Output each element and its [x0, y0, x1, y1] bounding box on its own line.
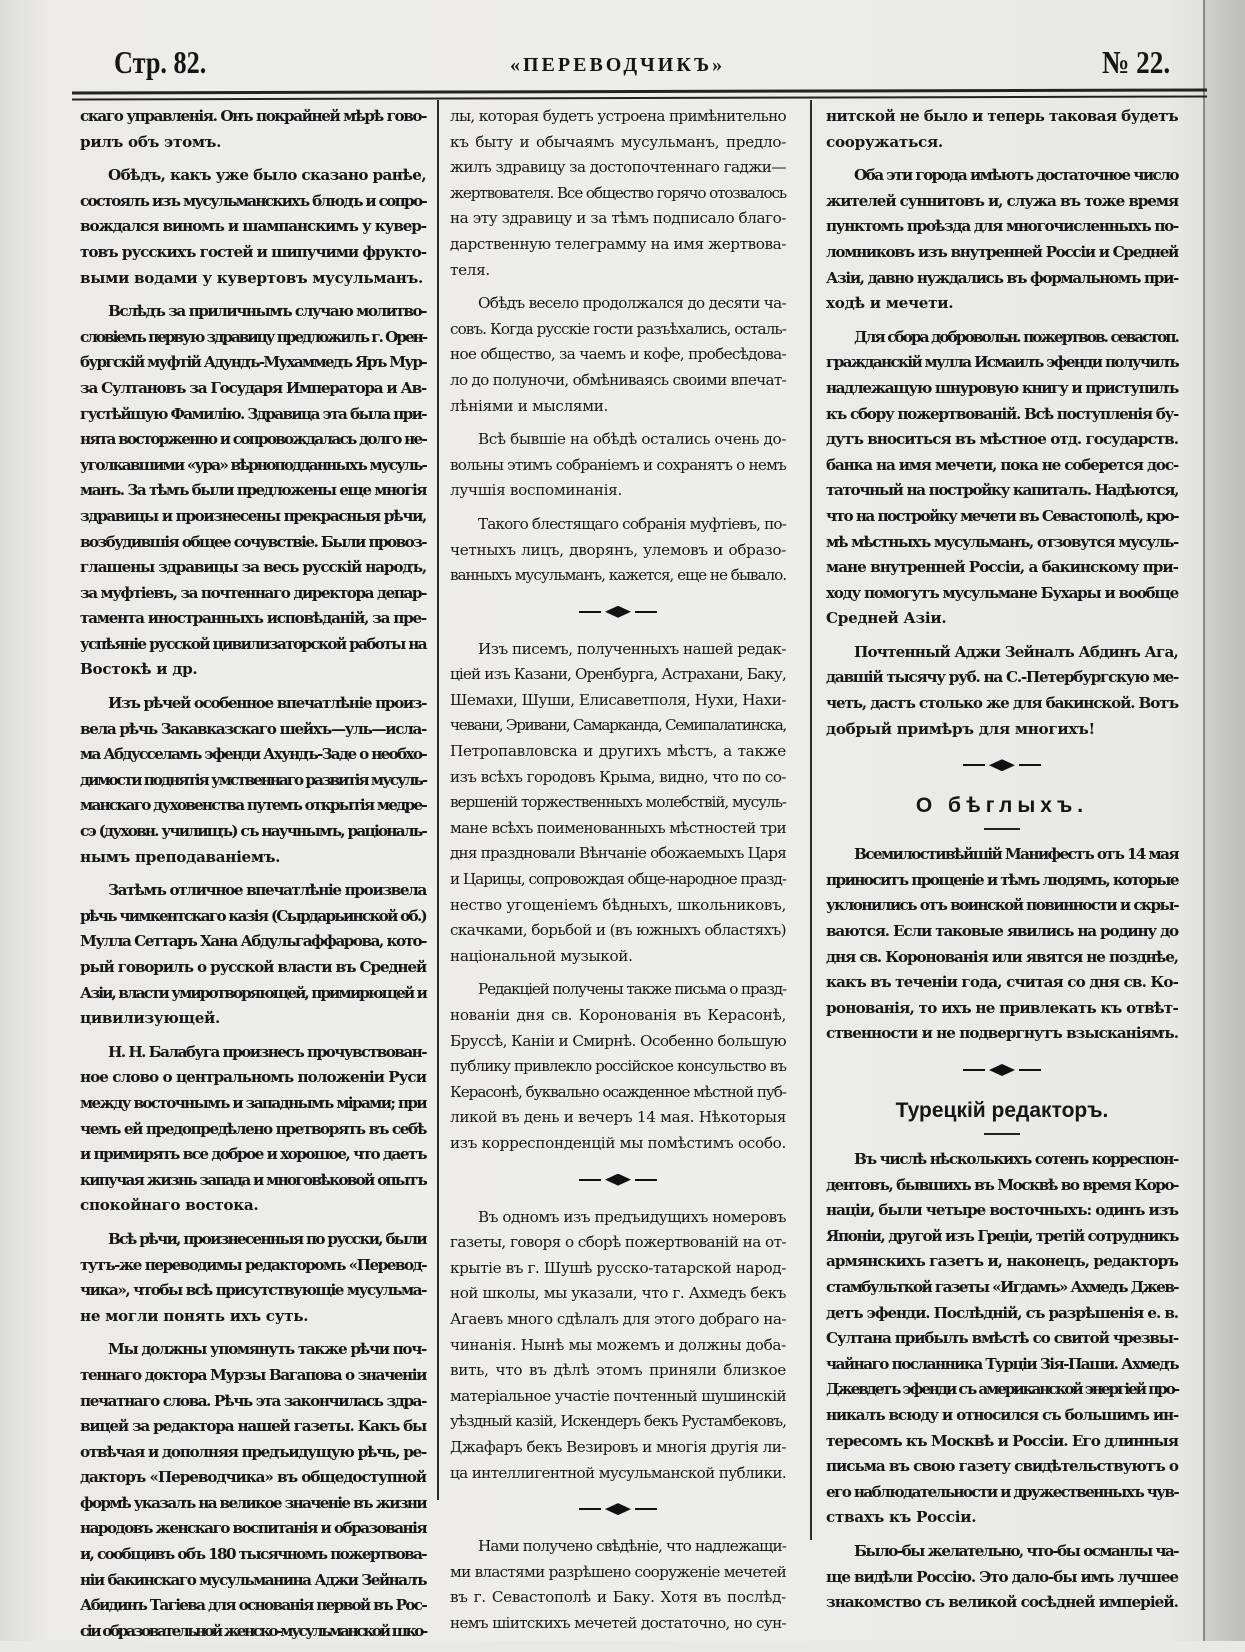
text-line: Въ числѣ нѣсколькихъ сотенъ корреспон-: [854, 1150, 1178, 1168]
text-line: изъ корреспонденцій мы помѣстимъ особо.: [450, 1133, 786, 1152]
ornament-dash: [635, 1508, 657, 1510]
article-paragraph: [826, 842, 1178, 1047]
text-line: нество угощеніемъ бѣдныхъ, школьниковъ,: [450, 895, 786, 914]
text-line: дентовъ, бывшихъ въ Москвѣ во время Коро-: [826, 1175, 1178, 1194]
text-line: рѣчь чимкентскаго казія (Сырдарьинской об.): [80, 906, 426, 925]
text-line: нымъ преподаваніемъ.: [80, 847, 281, 866]
column-1: [80, 104, 426, 1652]
text-line: мане внутренней Россіи, а бакинскому при-: [826, 558, 1178, 577]
text-line: армянскихъ газетъ и, наконецъ, редакторъ: [826, 1252, 1178, 1271]
text-line: жертвователя. Все общество горячо отозвалось: [450, 183, 786, 202]
text-line: банка на имя мечети, пока не соберется дос-: [826, 455, 1178, 474]
article-paragraph: [80, 1227, 426, 1329]
text-line: не могли понять ихъ суть.: [80, 1306, 309, 1325]
text-line: манъ. За тѣмъ были предложены еще многія: [80, 481, 426, 500]
ornament-dash: [1019, 764, 1041, 766]
text-line: чемъ ей предопредѣлено претворять въ себѣ: [80, 1119, 426, 1138]
text-line: ма Абдусселамъ эфенди Ахундъ-Заде о необхо-: [80, 745, 426, 764]
text-line: ло до полуночи, обмѣниваясь своими впечат-: [450, 370, 786, 389]
diamond-icon: [605, 1174, 631, 1186]
text-line: и Царицы, сопровождая обще-народное празд-: [450, 870, 786, 889]
text-line: Султана прибылъ вмѣстѣ со свитой чрезвы-: [826, 1329, 1178, 1348]
text-line: Оба эти города имѣютъ достаточное число: [854, 166, 1178, 185]
text-line: къ быту и обычаямъ мусульманъ, предло-: [450, 132, 786, 151]
section-ornament: [450, 597, 786, 627]
text-line: вела рѣчь Закавказскаго шейхъ—уль—исла-: [80, 719, 426, 738]
article-paragraph: [80, 691, 426, 870]
text-line: давшій тысячу руб. на С.-Петербургскую ме-: [826, 668, 1178, 687]
text-line: Азіи, власти умиротворяющей, примирющей и: [80, 983, 426, 1002]
text-line: состоялъ изъ мусульманскихъ блюдъ и сопро-: [80, 191, 426, 210]
article-paragraph: [450, 291, 786, 419]
article-paragraph: [826, 325, 1178, 632]
section-heading: Турецкій редакторъ.: [895, 1099, 1109, 1122]
text-line: нованіи дня св. Коронованія въ Керасонѣ,: [450, 1006, 786, 1024]
text-line: Затѣмъ отличное впечатлѣніе произвела: [108, 881, 426, 900]
text-line: Шемахи, Шуши, Елисаветполя, Нухи, Нахи-: [450, 690, 786, 709]
text-line: успѣяніе русской цивилизаторской работы на: [80, 634, 426, 653]
text-line: ной школы, мы указали, что г. Ахмедъ бекъ: [450, 1284, 786, 1303]
text-line: бургскій муфтій Адундъ-Мухаммедъ Яръ Мур-: [80, 353, 426, 372]
article-paragraph: [450, 1534, 786, 1636]
section-ornament: [826, 750, 1178, 780]
text-line: четь, дастъ столько же для бакинской. Вотъ: [826, 694, 1178, 713]
text-line: національной музыкой.: [450, 946, 633, 965]
text-line: ца интеллигентной мусульманской публики.: [450, 1463, 786, 1482]
text-line: Н. Н. Балабуга произнесъ прочувствован-: [108, 1042, 426, 1061]
article-paragraph: [826, 1147, 1178, 1531]
text-line: Средней Азіи.: [826, 609, 947, 628]
text-line: къ сбору пожертвованій. Всѣ поступленія бу-: [826, 404, 1178, 423]
text-line: Джафаръ бекъ Везировъ и многія другія ли-: [450, 1437, 786, 1456]
text-line: и примирять все доброе и хорошое, что даетъ: [80, 1145, 426, 1164]
section-ornament: [450, 1494, 786, 1524]
text-line: совъ. Когда русскіе гости разъѣхались, осталь-: [450, 319, 786, 338]
text-line: возбудившія общее сочувствіе. Были провоз-: [80, 532, 426, 551]
text-line: уѣздный казій, Искендеръ бекъ Рустамбековъ,: [450, 1412, 786, 1431]
page-number: Стр. 82.: [114, 44, 207, 80]
text-line: матеріальное участіе почтенный шушинскій: [450, 1386, 786, 1405]
text-line: ственности и не подвергнутъ взысканіямъ.: [826, 1024, 1178, 1043]
text-line: между восточнымъ и западнымъ мірами; при: [80, 1093, 426, 1112]
text-line: глашены здравицы за весь русскій народъ,: [80, 558, 426, 577]
text-line: мане всѣхъ поименованныхъ мѣстностей три: [450, 818, 786, 837]
section-heading: О бѣглыхъ.: [915, 794, 1089, 818]
text-line: Петропавловска и другихъ мѣстъ, а также: [450, 742, 786, 761]
text-line: чевани, Эривани, Самарканда, Семипалатинска,: [450, 716, 786, 735]
text-line: тересомъ къ Москвѣ и Россіи. Его длинныя: [826, 1431, 1178, 1450]
text-line: димости поднятія умственнаго развитія мусуль-: [80, 770, 426, 789]
text-line: кипучая жизнь запада и многовѣковой опытъ: [80, 1170, 426, 1189]
text-line: нитской не было и теперь таковая будетъ: [826, 107, 1178, 125]
text-line: манскаго духовенства путемъ открытія медре-: [80, 796, 426, 815]
text-line: вершеній торжественныхъ молебствій, мусуль-: [450, 793, 786, 812]
text-line: на эту здравицу и за тѣмъ подписало благо-: [450, 209, 786, 228]
text-line: крытіе въ г. Шушѣ русско-татарской народ-: [450, 1258, 786, 1277]
text-line: письма въ свою газету свидѣтельствуютъ о: [826, 1457, 1178, 1476]
text-line: гражданскій мулла Исмаилъ эфенди получилъ: [826, 353, 1178, 372]
article-paragraph: [450, 637, 786, 970]
text-line: скаго управленія. Онъ покрайней мѣрѣ гово-: [80, 107, 426, 125]
text-line: ціей изъ Казани, Оренбурга, Астрахани, Баку,: [450, 665, 786, 684]
article-paragraph: [80, 104, 426, 155]
text-line: дня праздновали Вѣнчаніе обожаемыхъ Царя: [450, 844, 786, 863]
article-paragraph: [826, 163, 1178, 317]
text-line: рый говорилъ о русской власти въ Средней: [80, 958, 426, 976]
text-line: дакторъ «Переводчика» въ общедоступной: [80, 1468, 426, 1487]
section-ornament: [450, 1165, 786, 1195]
article-paragraph: [826, 1539, 1178, 1616]
newspaper-title: «ПЕРЕВОДЧИКЪ»: [510, 54, 726, 76]
column-divider: [437, 100, 439, 1500]
text-line: что на постройку мечети въ Севастополѣ, кро-: [826, 506, 1178, 525]
article-paragraph: [450, 1205, 786, 1487]
text-line: тамента иностранныхъ исповѣданій, за пре-: [80, 609, 426, 628]
text-line: Почтенный Аджи Зейналъ Абдинъ Ага,: [854, 642, 1178, 661]
text-line: нята восторженно и сопровождалась долго не-: [80, 430, 426, 449]
text-line: Вслѣдъ за приличнымъ случаю молитво-: [108, 302, 426, 321]
text-line: теннаго доктора Мурзы Вагапова о значеніи: [80, 1365, 426, 1384]
text-line: стамбульткой газеты «Игдамъ» Ахмедъ Джев-: [826, 1277, 1178, 1296]
text-line: уклонились отъ воинской повинности и скры-: [826, 896, 1178, 915]
text-line: народовъ женскаго воспитанія и образованія: [80, 1519, 426, 1538]
ornament-dash: [579, 1508, 601, 1510]
text-line: ликой въ день и вечеръ 14 мая. Нѣкоторыя: [450, 1108, 786, 1127]
ornament-dash: [579, 1179, 601, 1181]
text-line: Обѣдъ весело продолжался до десяти ча-: [478, 294, 786, 313]
article-paragraph: [80, 163, 426, 291]
text-line: Джевдетъ эфенди съ американской энергіей про-: [826, 1380, 1178, 1399]
text-line: Такого блестящаго собранія муфтіевъ, по-: [478, 514, 786, 533]
diamond-icon: [605, 606, 631, 618]
page-edge-shadow: [1205, 0, 1245, 1641]
text-line: теля.: [450, 260, 490, 279]
text-line: публику привлекло россійское консульство въ: [450, 1057, 786, 1076]
text-line: за муфтіевъ, за почтеннаго директора депар-: [80, 583, 426, 602]
text-line: густѣйшую Фамилію. Здравица эта была при-: [80, 404, 426, 423]
diamond-icon: [605, 1503, 631, 1515]
text-line: печатнаго слова. Рѣчь эта закончилась здра-: [80, 1391, 426, 1410]
article-paragraph: [450, 104, 786, 283]
text-line: ходѣ и мечети.: [826, 294, 954, 313]
text-line: формѣ указалъ на великое значеніе въ жизни: [80, 1493, 426, 1512]
text-line: выми водами у кувертовъ мусульманъ.: [80, 268, 423, 287]
text-line: ванныхъ мусульманъ, кажется, еще не бывало.: [450, 566, 786, 585]
ornament-dash: [635, 1179, 657, 1181]
text-line: Для сбора добровольн. пожертвов. севастоп.: [854, 327, 1178, 346]
text-line: спокойнаго востока.: [80, 1196, 259, 1215]
ornament-dash: [635, 611, 657, 613]
section-ornament: [826, 1055, 1178, 1085]
text-line: лы, которая будетъ устроена примѣнительно: [450, 107, 786, 125]
text-line: цивилизующей.: [80, 1009, 221, 1028]
text-line: ствахъ къ Россіи.: [826, 1508, 977, 1527]
text-line: товъ русскихъ гостей и шипучими фрукто-: [80, 242, 426, 261]
text-line: чика», чтобы всѣ присутствующіе мусульма-: [80, 1281, 426, 1300]
text-line: Всѣ рѣчи, произнесенныя по русски, были: [108, 1229, 426, 1248]
article-paragraph: [450, 977, 786, 1156]
text-line: Всѣ бывшіе на обѣдѣ остались очень до-: [478, 430, 786, 449]
text-line: ходу помогутъ мусульмане Бухары и вообще: [826, 583, 1178, 602]
ornament-dash: [579, 611, 601, 613]
text-line: ное слово о центральномъ положеніи Руси: [80, 1068, 426, 1087]
text-line: изъ всѣхъ городовъ Крыма, видно, что по со-: [450, 767, 786, 786]
heading-underline: [984, 828, 1020, 830]
text-line: чайнаго посланника Турціи Зія-Паши. Ахмедъ: [826, 1354, 1178, 1373]
text-line: сооружаться.: [826, 132, 943, 151]
text-line: вицей за редактора нашей газеты. Какъ бы: [80, 1417, 426, 1436]
text-line: ще видѣли Россію. Это дало-бы имъ лучшее: [826, 1567, 1178, 1586]
text-line: за Султановъ за Государя Императора и Ав-: [80, 378, 426, 397]
text-line: Абидинъ Тагіева для основанія первой въ Рос-: [80, 1596, 426, 1615]
text-line: Востокѣ и др.: [80, 660, 198, 679]
text-line: какъ въ теченіи года, считая со дня св. Ко-: [826, 973, 1178, 992]
text-line: Агаевъ много сдѣлалъ для этого добраго на-: [450, 1309, 786, 1328]
text-line: лучшія воспоминанія.: [450, 481, 622, 500]
text-line: Мулла Сеттаръ Хана Абдульгаффарова, кото-: [80, 932, 426, 951]
text-line: жилъ здравицу за достопочтеннаго гаджи—: [450, 158, 786, 177]
text-line: и, сообщивъ объ 180 тысячномъ пожертвова-: [80, 1545, 426, 1564]
article-paragraph: [826, 640, 1178, 742]
page-header: [70, 44, 1200, 84]
text-line: уголкавшими «ура» вѣрноподданныхъ мусуль-: [80, 455, 426, 474]
text-line: ми властями разрѣшено сооруженіе мечетей: [450, 1562, 786, 1581]
page-edge-line: [1203, 0, 1205, 1641]
text-line: ронованія, то ихъ не привлекать къ отвѣт-: [826, 998, 1178, 1017]
text-line: мѣ мѣстныхъ мусульманъ, отзовутся мусуль-: [826, 532, 1178, 551]
text-line: дня св. Коронованія или явятся не позднѣе,: [826, 947, 1178, 966]
ornament-dash: [1019, 1069, 1041, 1071]
text-line: рилъ объ этомъ.: [80, 132, 222, 151]
text-line: дутъ вноситься въ мѣстное отд. государств.: [826, 430, 1178, 449]
text-line: націи, были четыре восточныхъ: одинъ изъ: [826, 1201, 1178, 1220]
text-line: добрый примѣръ для многихъ!: [826, 719, 1095, 738]
text-line: вить, что въ дѣлѣ этомъ приняли близкое: [450, 1361, 786, 1380]
text-line: его наблюдательности и дружественныхъ чув-: [826, 1482, 1178, 1501]
column-3: [826, 104, 1178, 1624]
text-line: знакомство съ великой сосѣдней имперіей.: [826, 1593, 1178, 1612]
column-2: [450, 104, 786, 1644]
diamond-icon: [989, 1064, 1015, 1076]
text-line: ніи бакинскаго мусульманина Аджи Зейналъ: [80, 1570, 426, 1589]
article-paragraph: [450, 427, 786, 504]
text-line: немъ шіитскихъ мечетей достаточно, но сун-: [450, 1613, 786, 1632]
text-line: здравицы и произнесены прекрасныя рѣчи,: [80, 506, 426, 525]
text-line: таточный на постройку капиталъ. Надѣются,: [826, 481, 1178, 500]
text-line: ломниковъ изъ внутренней Россіи и Средней: [826, 242, 1178, 261]
text-line: Азіи, давно нуждались въ формальномъ при-: [826, 268, 1178, 287]
text-line: Мы должны упомянуть также рѣчи поч-: [108, 1340, 426, 1359]
text-line: жителей суннитовъ и, служа въ тоже время: [826, 191, 1178, 210]
text-line: четныхъ лицъ, дворянъ, улемовъ и образо-: [450, 540, 786, 559]
text-line: отвѣчая и дополняя предъидущую рѣчь, ре-: [80, 1442, 426, 1461]
article-paragraph: [80, 299, 426, 683]
text-line: ное общество, за чаемъ и кофе, пробесѣдова-: [450, 345, 786, 364]
diamond-icon: [989, 759, 1015, 771]
issue-number: № 22.: [1101, 44, 1170, 80]
text-line: чинанія. Нынѣ мы можемъ и должны доба-: [450, 1335, 786, 1354]
article-paragraph: [826, 104, 1178, 155]
text-line: тутъ-же переводимы редакторомъ «Перевод-: [80, 1255, 426, 1274]
text-line: газеты, говоря о сборѣ пожертвованій на от-: [450, 1233, 786, 1252]
text-line: сэ (духовн. училищъ) съ научнымъ, раціональ-: [80, 822, 426, 841]
text-line: вождался виномъ и шампанскимъ у кувер-: [80, 217, 426, 236]
article-paragraph: [450, 512, 786, 589]
text-line: приноситъ прощеніе и тѣмъ людямъ, которые: [826, 870, 1178, 889]
article-paragraph: [80, 1040, 426, 1219]
ornament-dash: [963, 1069, 985, 1071]
text-line: сіи образовательной женско-мусульманской шко-: [80, 1621, 426, 1640]
text-line: Всемилостивѣйшій Манифестъ отъ 14 мая: [854, 845, 1178, 864]
text-line: Нами получено свѣдѣніе, что надлежащи-: [478, 1537, 786, 1556]
text-line: Редакціей получены также письма о празд-: [478, 980, 786, 999]
text-line: дарственную телеграмму на имя жертвова-: [450, 234, 786, 253]
text-line: надлежащую шнуровую книгу и приступилъ: [826, 378, 1178, 397]
text-line: вольны этимъ собраніемъ и сохранятъ о немъ: [450, 455, 786, 474]
heading-underline: [984, 1133, 1020, 1135]
text-line: словіемъ первую здравицу предложилъ г. Орен-: [80, 327, 426, 346]
text-line: никалъ всюду и относился съ большимъ ин-: [826, 1405, 1178, 1424]
text-line: Было-бы желательно, что-бы османлы ча-: [854, 1541, 1178, 1560]
text-line: ваются. Если таковые явились на родину до: [826, 922, 1178, 941]
column-divider: [810, 100, 812, 1540]
text-line: лѣніями и мыслями.: [450, 396, 609, 415]
text-line: детъ эфенди. Послѣдній, съ разрѣшенія е. в.: [826, 1303, 1178, 1322]
text-line: Бруссѣ, Каніи и Смирнѣ. Особенно большую: [450, 1031, 786, 1050]
text-line: въ г. Севастополѣ и Баку. Хотя въ послѣд-: [450, 1588, 786, 1607]
article-paragraph: [80, 1337, 426, 1644]
text-line: пунктомъ проѣзда для многочисленныхъ по-: [826, 217, 1178, 236]
text-line: Въ одномъ изъ предъидущихъ номеровъ: [478, 1207, 786, 1226]
text-line: Обѣдъ, какъ уже было сказано ранѣе,: [108, 166, 426, 185]
text-line: Керасонѣ, буквально осажденное мѣстной пуб-: [450, 1082, 786, 1101]
text-line: скачками, борьбой и (въ южныхъ областяхъ): [450, 921, 786, 940]
text-line: Изъ рѣчей особенное впечатлѣніе произ-: [108, 694, 426, 713]
text-line: Японіи, другой изъ Греціи, третій сотрудникъ: [826, 1226, 1178, 1245]
text-line: Изъ писемъ, полученныхъ нашей редак-: [478, 639, 786, 658]
article-paragraph: [80, 878, 426, 1032]
ornament-dash: [963, 764, 985, 766]
